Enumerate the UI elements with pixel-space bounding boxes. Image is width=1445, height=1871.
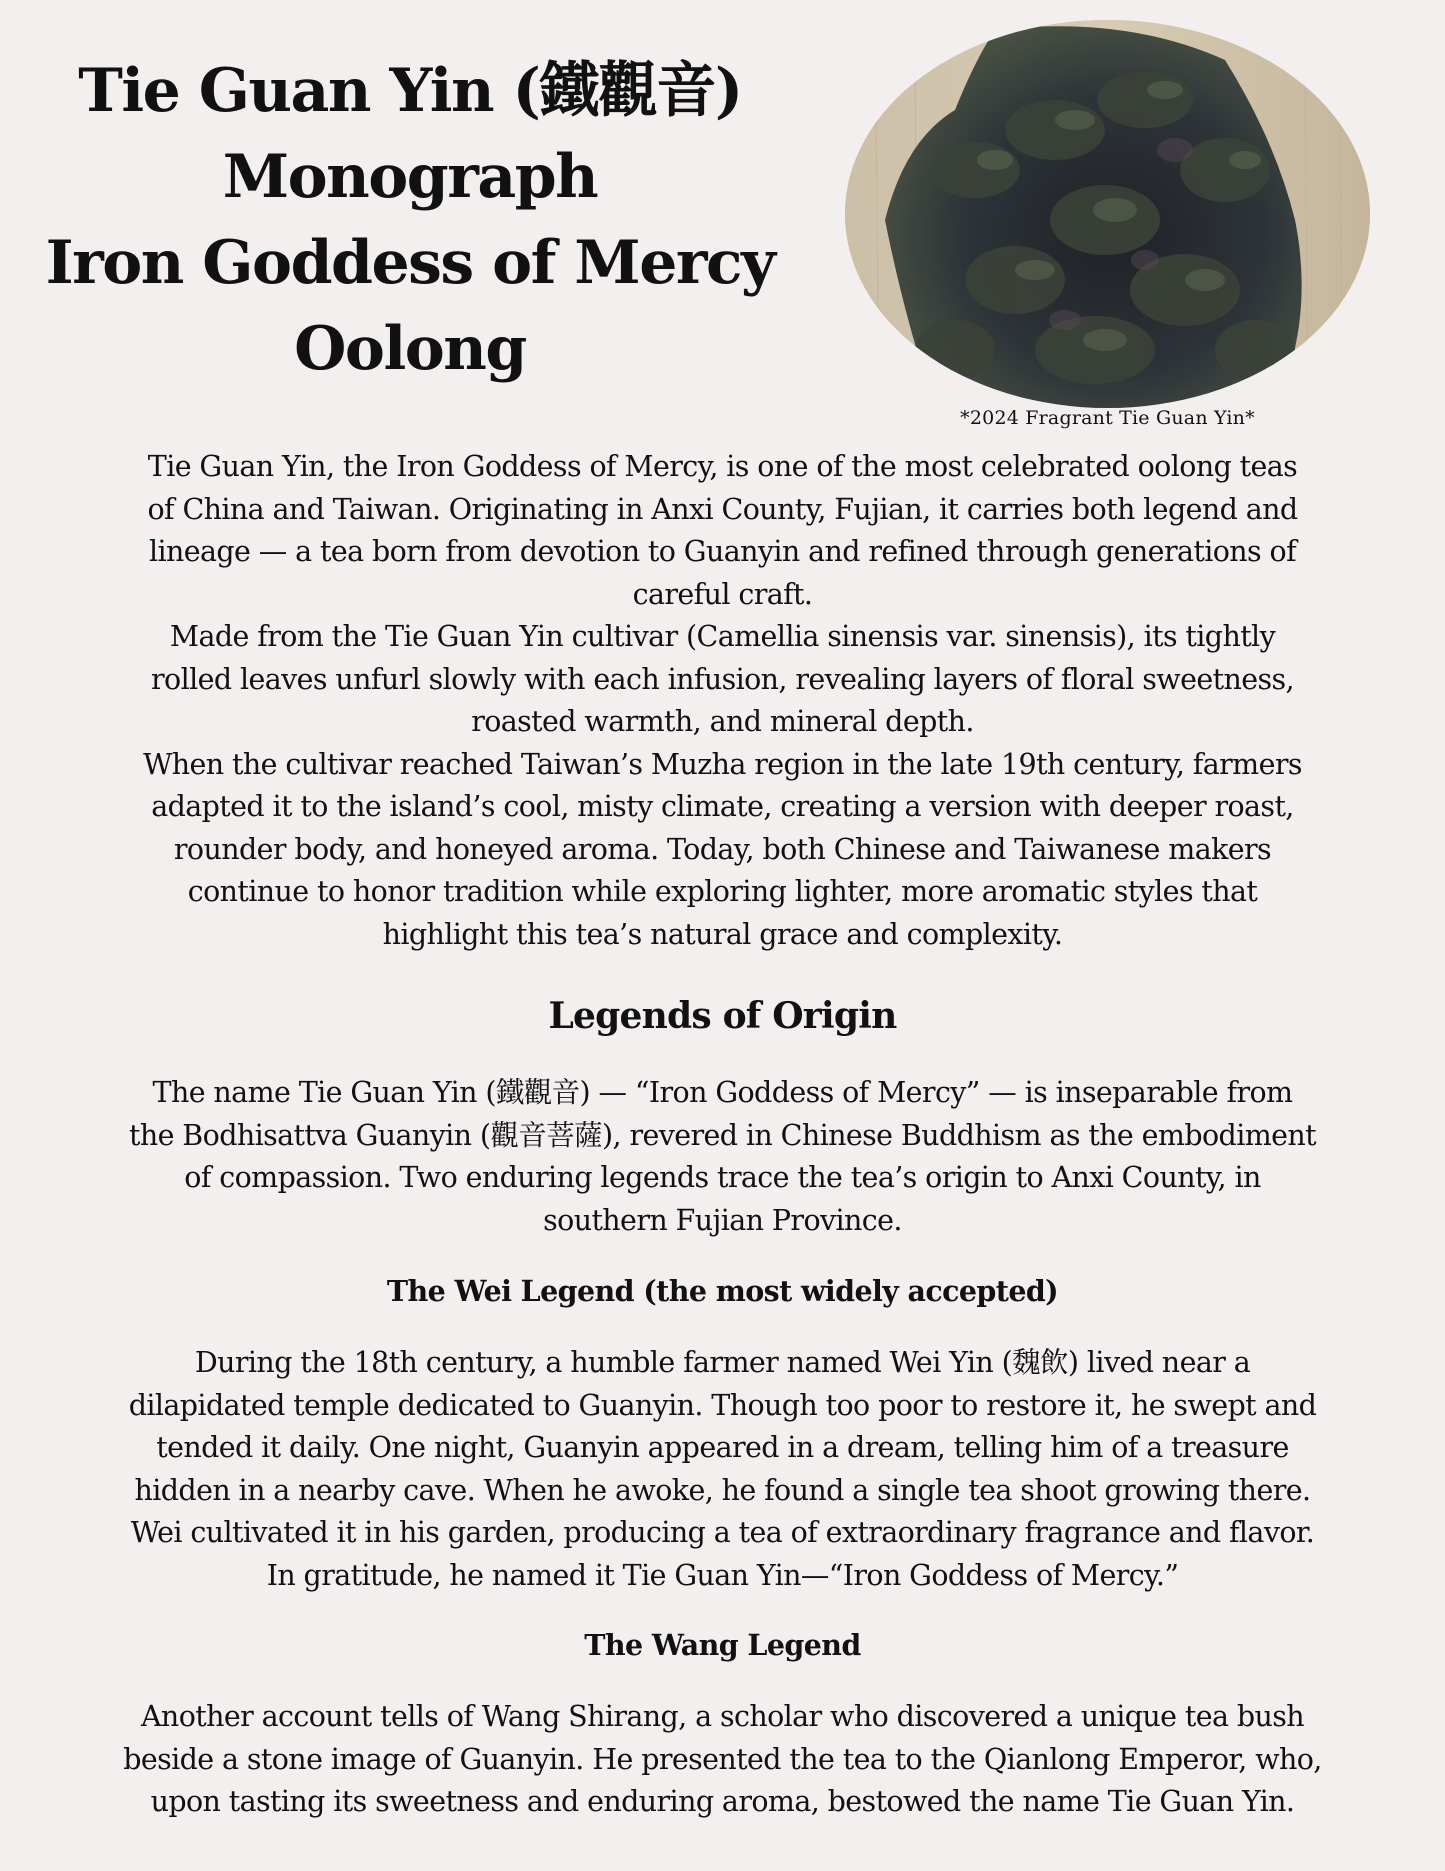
text-line: rolled leaves unfurl slowly with each infusion, revealing layers of floral sweetness, bbox=[151, 662, 1294, 696]
title-line-3: Iron Goddess of Mercy bbox=[45, 228, 775, 298]
text-line: southern Fujian Province. bbox=[543, 1203, 902, 1237]
text-line: Wei cultivated it in his garden, producing a tea of extraordinary fragrance and flavor. bbox=[130, 1516, 1315, 1549]
text-line: roasted warmth, and mineral depth. bbox=[471, 705, 974, 738]
photo-caption: *2024 Fragrant Tie Guan Yin* bbox=[960, 407, 1255, 429]
text-line: rounder body, and honeyed aroma. Today, both Chinese and Taiwanese makers bbox=[173, 832, 1272, 866]
wei-legend-heading: The Wei Legend (the most widely accepted) bbox=[386, 1274, 1059, 1308]
text-line: adapted it to the island’s cool, misty climate, creating a version with deeper roast, bbox=[151, 790, 1294, 823]
text-line: of compassion. Two enduring legends trace the tea’s origin to Anxi County, in bbox=[184, 1161, 1261, 1194]
text-line: tended it daily. One night, Guanyin appeared in a dream, telling him of a treasure bbox=[156, 1431, 1289, 1464]
title-line-1: Tie Guan Yin (鐵觀音) bbox=[78, 56, 742, 126]
legends-intro-paragraph bbox=[40, 1072, 1405, 1242]
intro-paragraph-3 bbox=[40, 744, 1405, 957]
text-line: hidden in a nearby cave. When he awoke, he found a single tea shoot growing there. bbox=[134, 1473, 1311, 1507]
text-line: continue to honor tradition while exploring lighter, more aromatic styles that bbox=[187, 875, 1258, 908]
text-line: upon tasting its sweetness and enduring aroma, bestowed the name Tie Guan Yin. bbox=[150, 1785, 1295, 1818]
text-line: the Bodhisattva Guanyin (觀音菩薩), revered in Chinese Buddhism as the embodiment bbox=[128, 1118, 1317, 1152]
intro-paragraph-1 bbox=[40, 446, 1405, 616]
text-line: During the 18th century, a humble farmer named Wei Yin (魏飲) lived near a bbox=[194, 1346, 1251, 1379]
page-title bbox=[40, 48, 780, 392]
text-line: highlight this tea’s natural grace and complexity. bbox=[382, 917, 1063, 951]
text-line: careful craft. bbox=[632, 577, 813, 611]
text-line: Another account tells of Wang Shirang, a scholar who discovered a unique tea bush bbox=[140, 1700, 1305, 1733]
text-line: When the cultivar reached Taiwan’s Muzha region in the late 19th century, farmers bbox=[143, 747, 1302, 781]
text-line: beside a stone image of Guanyin. He presented the tea to the Qianlong Emperor, who, bbox=[123, 1742, 1322, 1776]
tea-leaves-photo bbox=[845, 20, 1370, 408]
wang-legend-paragraph bbox=[40, 1696, 1405, 1824]
title-line-2: Monograph bbox=[222, 142, 598, 212]
intro-section bbox=[40, 446, 1405, 956]
wang-legend-heading: The Wang Legend bbox=[584, 1628, 861, 1662]
wei-legend-paragraph bbox=[40, 1342, 1405, 1597]
tea-leaves-image bbox=[845, 20, 1370, 408]
title-line-4: Oolong bbox=[294, 314, 526, 384]
text-line: Made from the Tie Guan Yin cultivar (Camellia sinensis var. sinensis), its tightly bbox=[169, 620, 1276, 653]
text-line: lineage — a tea born from devotion to Guanyin and refined through generations of bbox=[148, 535, 1297, 568]
text-line: Tie Guan Yin, the Iron Goddess of Mercy, is one of the most celebrated oolong teas bbox=[147, 450, 1298, 483]
legends-heading: Legends of Origin bbox=[548, 995, 897, 1037]
text-line: In gratitude, he named it Tie Guan Yin—“Iron Goddess of Mercy.” bbox=[266, 1558, 1179, 1592]
intro-paragraph-2 bbox=[40, 616, 1405, 744]
text-line: The name Tie Guan Yin (鐵觀音) — “Iron Goddess of Mercy” — is inseparable from bbox=[152, 1076, 1293, 1109]
text-line: of China and Taiwan. Originating in Anxi County, Fujian, it carries both legend and bbox=[147, 492, 1298, 526]
text-line: dilapidated temple dedicated to Guanyin. Though too poor to restore it, he swept and bbox=[128, 1388, 1317, 1422]
